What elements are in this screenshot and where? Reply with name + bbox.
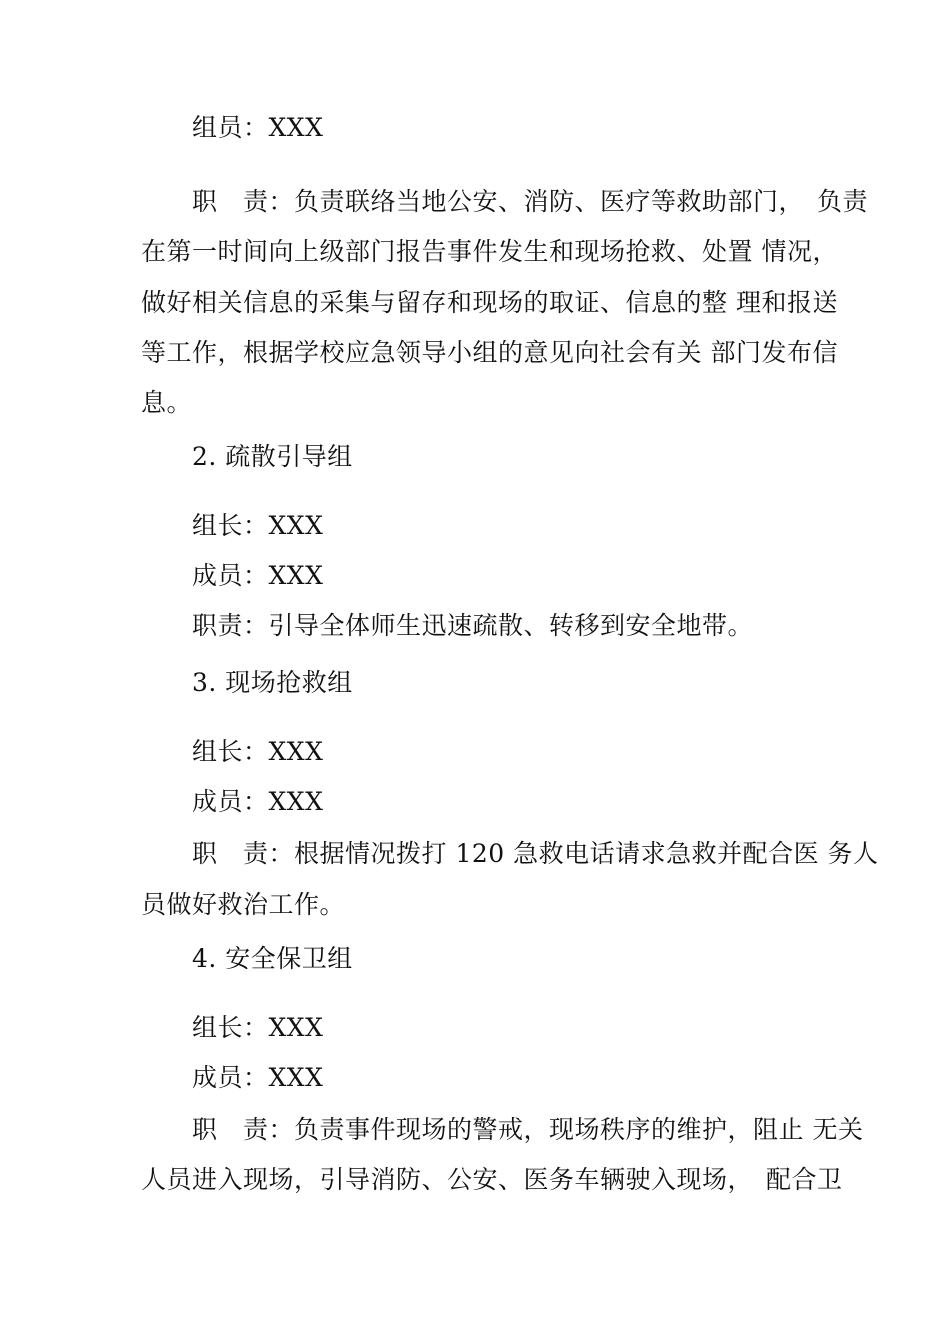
duty-paragraph-line: 息。 [141,388,193,417]
duty-paragraph-line: 在第一时间向上级部门报告事件发生和现场抢救、处置 情况， [141,237,838,266]
duty-paragraph-line: 职 责：根据情况拨打 120 急救电话请求急救并配合医 务人 [192,839,879,868]
section-heading-evacuation: 2. 疏散引导组 [192,442,353,471]
duty-paragraph-line: 等工作，根据学校应急领导小组的意见向社会有关 部门发布信 [141,338,838,367]
section-heading-rescue: 3. 现场抢救组 [192,668,353,697]
member-line: 成员：XXX [192,1063,324,1092]
duty-paragraph-line: 员做好救治工作。 [141,890,346,919]
duty-paragraph-line: 人员进入现场，引导消防、公安、医务车辆驶入现场， 配合卫 [141,1165,843,1194]
duty-paragraph-line: 职 责：负责联络当地公安、消防、医疗等救助部门， 负责 [192,187,869,216]
member-line: 成员：XXX [192,787,324,816]
leader-line: 组长：XXX [192,1013,324,1042]
leader-line: 组长：XXX [192,737,324,766]
member-line-group1: 组员：XXX [192,113,324,142]
duty-paragraph-line: 做好相关信息的采集与留存和现场的取证、信息的整 理和报送 [141,288,838,317]
member-line: 成员：XXX [192,561,324,590]
duty-line: 职责：引导全体师生迅速疏散、转移到安全地带。 [192,611,754,640]
section-heading-security: 4. 安全保卫组 [192,944,353,973]
leader-line: 组长：XXX [192,511,324,540]
duty-paragraph-line: 职 责：负责事件现场的警戒，现场秩序的维护，阻止 无关 [192,1115,864,1144]
